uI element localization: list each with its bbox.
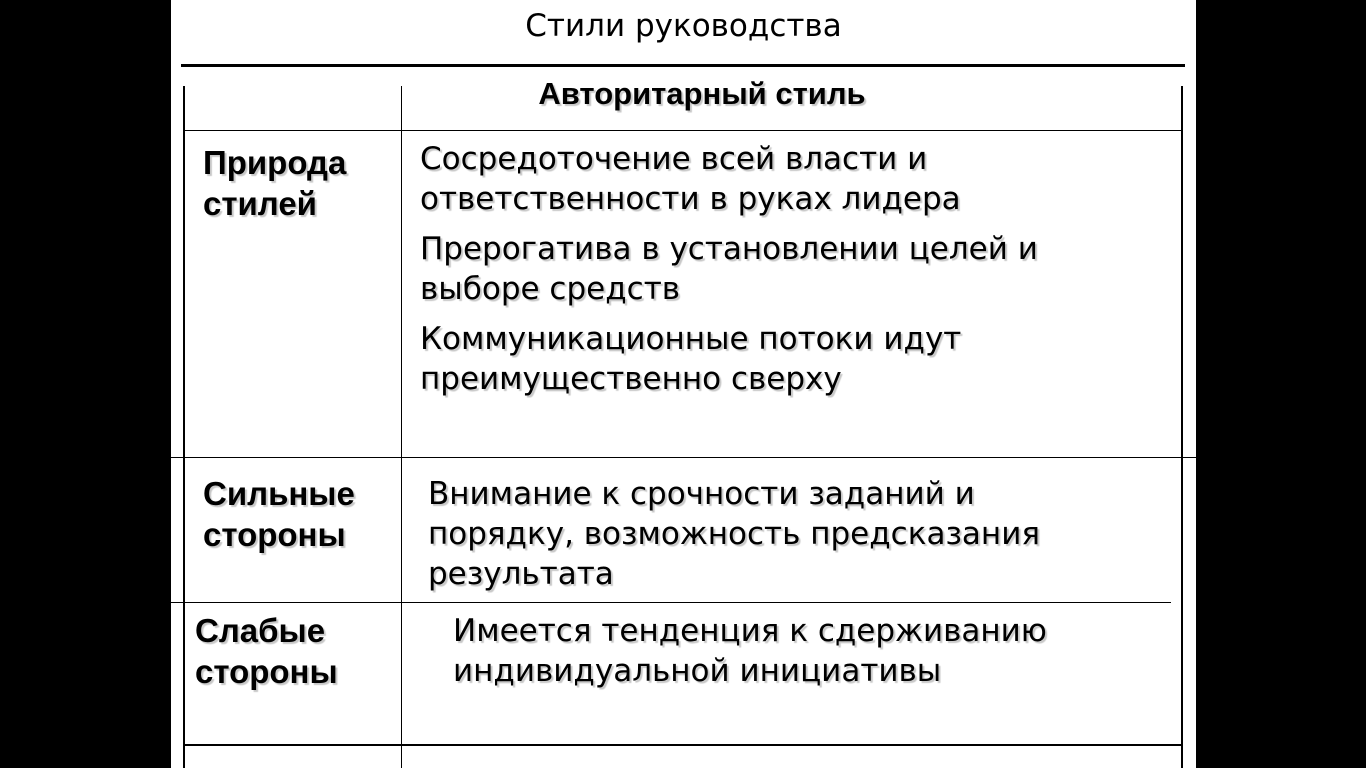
row-content-strengths [428,474,1168,594]
content-line: выборе средств [420,271,681,307]
title-underline [181,64,1185,67]
row-divider-1 [171,457,1196,458]
row-label-strengths [203,473,355,555]
row-divider-3 [183,744,1183,746]
slide [171,0,1196,768]
content-paragraph [420,319,1160,399]
content-line: Сосредоточение всей власти и [420,141,928,177]
content-line: Имеется тенденция к сдерживанию [453,613,1047,649]
row-divider-2 [171,602,1171,603]
row-label-line: стороны [195,653,338,690]
row-content-weaknesses [453,611,1173,691]
table-column-divider [401,86,402,768]
content-line: порядку, возможность предсказания [428,516,1040,552]
content-line: Внимание к срочности заданий и [428,476,975,512]
slide-title: Стили руководства [525,8,842,44]
content-line: результата [428,556,614,592]
row-label-weaknesses [195,610,338,692]
table-right-border [1181,86,1183,768]
content-line: преимущественно сверху [420,361,842,397]
row-content-nature [420,139,1160,399]
row-label-nature [203,142,346,224]
row-label-line: Слабые [195,612,326,649]
header-row-divider [183,130,1183,131]
row-label-line: стилей [203,185,317,222]
table-left-border [183,86,185,768]
content-paragraph [420,139,1160,219]
row-label-line: Сильные [203,475,355,512]
content-line: Прерогатива в установлении целей и [420,231,1038,267]
content-line: ответственности в руках лидера [420,181,961,217]
row-label-line: стороны [203,516,346,553]
content-line: индивидуальной инициативы [453,653,942,689]
content-line: Коммуникационные потоки идут [420,321,962,357]
content-paragraph [420,229,1160,309]
row-label-line: Природа [203,144,347,181]
column-header: Авторитарный стиль [538,76,866,111]
